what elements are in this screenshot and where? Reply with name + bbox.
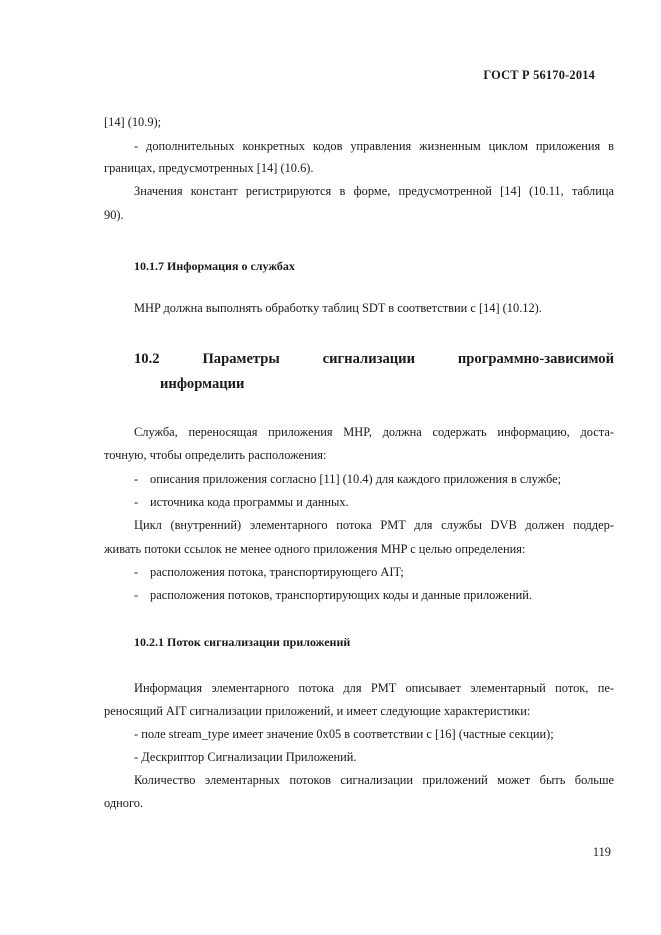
paragraph-line: - поле stream_type имеет значение 0x05 в соответствии с [16] (частные секции);	[134, 727, 554, 741]
list-item-text: расположения потоков, транспортирующих коды и данные приложений.	[150, 588, 532, 602]
standard-code-header: ГОСТ Р 56170-2014	[483, 68, 595, 82]
section-heading-10-1-7: 10.1.7 Информация о службах	[134, 259, 295, 273]
paragraph-line: Количество элементарных потоков сигнализации приложений может быть больше	[134, 773, 614, 787]
list-item-text: расположения потока, транспортирующего AIT;	[150, 565, 404, 579]
paragraph-line: реносящий AIT сигнализации приложений, и имеет следующие характеристики:	[104, 704, 531, 718]
section-heading-10-2: 10.2 Параметры сигнализации программно-зависимой	[134, 351, 614, 367]
paragraph-line: точную, чтобы определить расположения:	[104, 448, 327, 462]
section-heading-10-2-continued: информации	[160, 376, 245, 392]
paragraph-line: 90).	[104, 208, 124, 222]
paragraph-line: Служба, переносящая приложения MHP, должна содержать информацию, доста-	[134, 425, 614, 439]
paragraph-line: - дополнительных конкретных кодов управления жизненным циклом приложения в	[134, 139, 614, 153]
paragraph-line: одного.	[104, 796, 144, 810]
paragraph-line: Значения констант регистрируются в форме, предусмотренной [14] (10.11, таблица	[134, 184, 614, 198]
section-heading-10-2-1: 10.2.1 Поток сигнализации приложений	[134, 635, 351, 649]
paragraph-line: - Дескриптор Сигнализации Приложений.	[134, 750, 357, 764]
list-item-text: описания приложения согласно [11] (10.4) для каждого приложения в службе;	[150, 472, 562, 486]
list-dash: -	[134, 588, 139, 602]
paragraph-line: [14] (10.9);	[104, 115, 162, 129]
list-dash: -	[134, 565, 139, 579]
list-item-text: источника кода программы и данных.	[150, 495, 349, 509]
paragraph-line: Информация элементарного потока для PMT описывает элементарный поток, пе-	[134, 681, 614, 695]
list-dash: -	[134, 472, 139, 486]
paragraph-line: MHP должна выполнять обработку таблиц SDT в соответствии с [14] (10.12).	[134, 301, 542, 315]
list-dash: -	[134, 495, 139, 509]
paragraph-line: живать потоки ссылок не менее одного приложения MHP с целью определения:	[104, 542, 526, 556]
page-number: 119	[592, 845, 611, 859]
paragraph-line: границах, предусмотренных [14] (10.6).	[104, 161, 314, 175]
paragraph-line: Цикл (внутренний) элементарного потока PMT для службы DVB должен поддер-	[134, 518, 614, 532]
